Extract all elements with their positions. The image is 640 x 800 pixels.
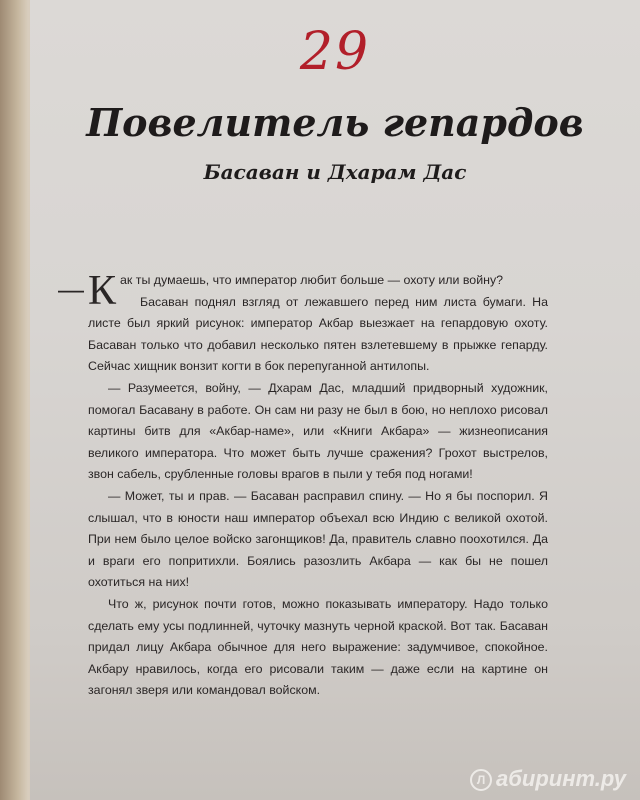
drop-cap: К [88, 268, 117, 314]
watermark-text: абиринт.ру [496, 766, 626, 791]
chapter-title: Повелитель гепардов [86, 100, 584, 145]
paragraph-4: — Может, ты и прав. — Басаван расправил спину. — Но я бы поспорил. Я слышал, что в юности наш император объехал всю Индию с великой охотой. При нем было целое войско загонщиков! Да, правитель славно поохотился. Да и враги его попритихли. Боялись разозлить Акбара — как бы не пошел охотиться на них! [88, 488, 548, 590]
chapter-body [58, 268, 548, 702]
opening-dash: — [58, 274, 84, 304]
paragraph-1-text: ак ты думаешь, что император любит больше — охоту или войну? [120, 273, 504, 287]
paragraph-3: — Разумеется, войну, — Дхарам Дас, младший придворный художник, помогал Басавану в работе. Он сам ни разу не был в бою, но неплохо рисовал картины битв для «Акбар-наме», или «Книги Акбара» — жизнеописания великого императора. Что может быть лучше сражения? Грохот выстрелов, звон сабель, срубленные головы врагов в пыли у тебя под ногами! [88, 380, 548, 482]
paragraph-1 [58, 268, 548, 314]
chapter-number: 29 [299, 22, 371, 82]
chapter-authors: Басаван и Дхарам Дас [203, 160, 467, 184]
labirint-watermark [470, 766, 626, 792]
paragraph-5: Что ж, рисунок почти готов, можно показывать императору. Надо только сделать ему усы подлинней, чуточку мазнуть черной краской. Вот так. Басаван придал лицу Акбара обычное для него выражение: задумчивое, спокойное. Акбару нравилось, когда его рисовали таким — даже если на картине он загонял зверя или командовал войском. [88, 596, 548, 698]
paragraph-2: Басаван поднял взгляд от лежавшего перед ним листа бумаги. На листе был яркий рисунок: император Акбар выезжает на гепардовую охоту. Басаван только что добавил несколько пятен взлетевшему в прыжке гепарду. Сейчас хищник вонзит когти в бок перепуганной антилопы. [88, 294, 548, 374]
labirint-logo-icon: Л [470, 769, 492, 791]
